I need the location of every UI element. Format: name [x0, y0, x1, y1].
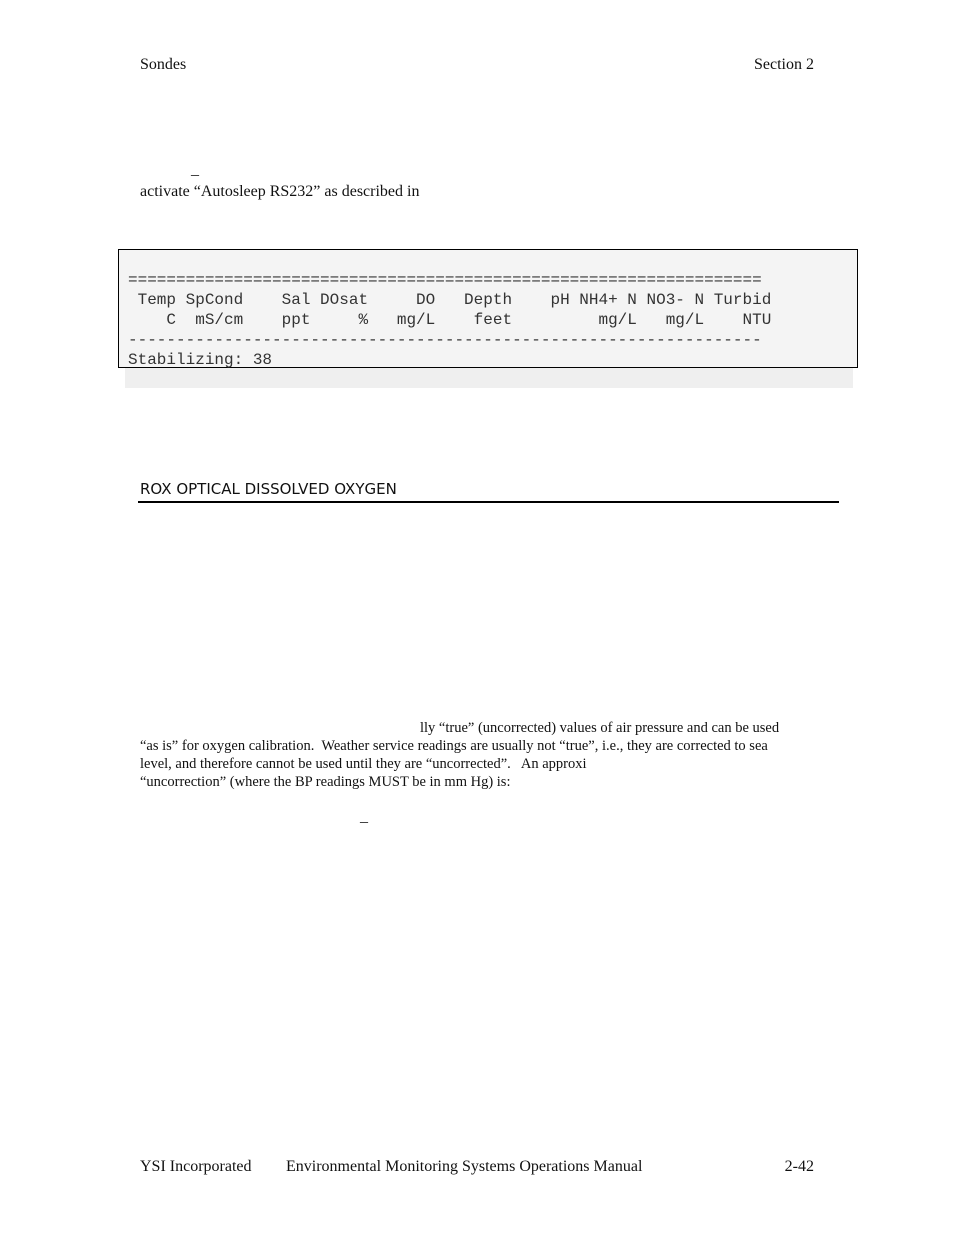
console-line-rule-top: ==================================================================	[128, 271, 762, 289]
console-line-status: Stabilizing: 38	[128, 351, 273, 369]
header-section-number: Section 2	[754, 56, 814, 73]
console-line-rule-bottom: ------------------------------------------------------------------	[128, 331, 762, 349]
console-line-units: C mS/cm ppt % mg/L feet mg/L mg/L NTU	[128, 311, 772, 329]
header-section-name: Sondes	[140, 56, 187, 73]
footer-page-number: 2-42	[784, 1158, 814, 1175]
intro-dash: _	[191, 161, 199, 178]
paragraph-line-4: “uncorrection” (where the BP readings MUST be in mm Hg) is:	[140, 774, 511, 790]
console-text	[128, 270, 771, 370]
console-output-box	[118, 249, 858, 368]
paragraph-line-3: level, and therefore cannot be used until they are “uncorrected”. An approxi	[140, 756, 587, 772]
footer-manual-title: Environmental Monitoring Systems Operations Manual	[286, 1158, 643, 1175]
console-line-headers: Temp SpCond Sal DOsat DO Depth pH NH4+ N NO3- N Turbid	[128, 291, 772, 309]
paragraph-dash: _	[360, 808, 368, 825]
footer-company: YSI Incorporated	[140, 1158, 252, 1175]
section-heading: ROX OPTICAL DISSOLVED OXYGEN	[140, 480, 397, 498]
intro-paragraph: activate “Autosleep RS232” as described in	[140, 183, 420, 200]
paragraph-line-1: lly “true” (uncorrected) values of air pressure and can be used	[420, 720, 780, 736]
paragraph-line-2: “as is” for oxygen calibration. Weather service readings are usually not “true”, i.e., they are corrected to sea	[140, 738, 768, 754]
heading-underline	[138, 501, 839, 503]
